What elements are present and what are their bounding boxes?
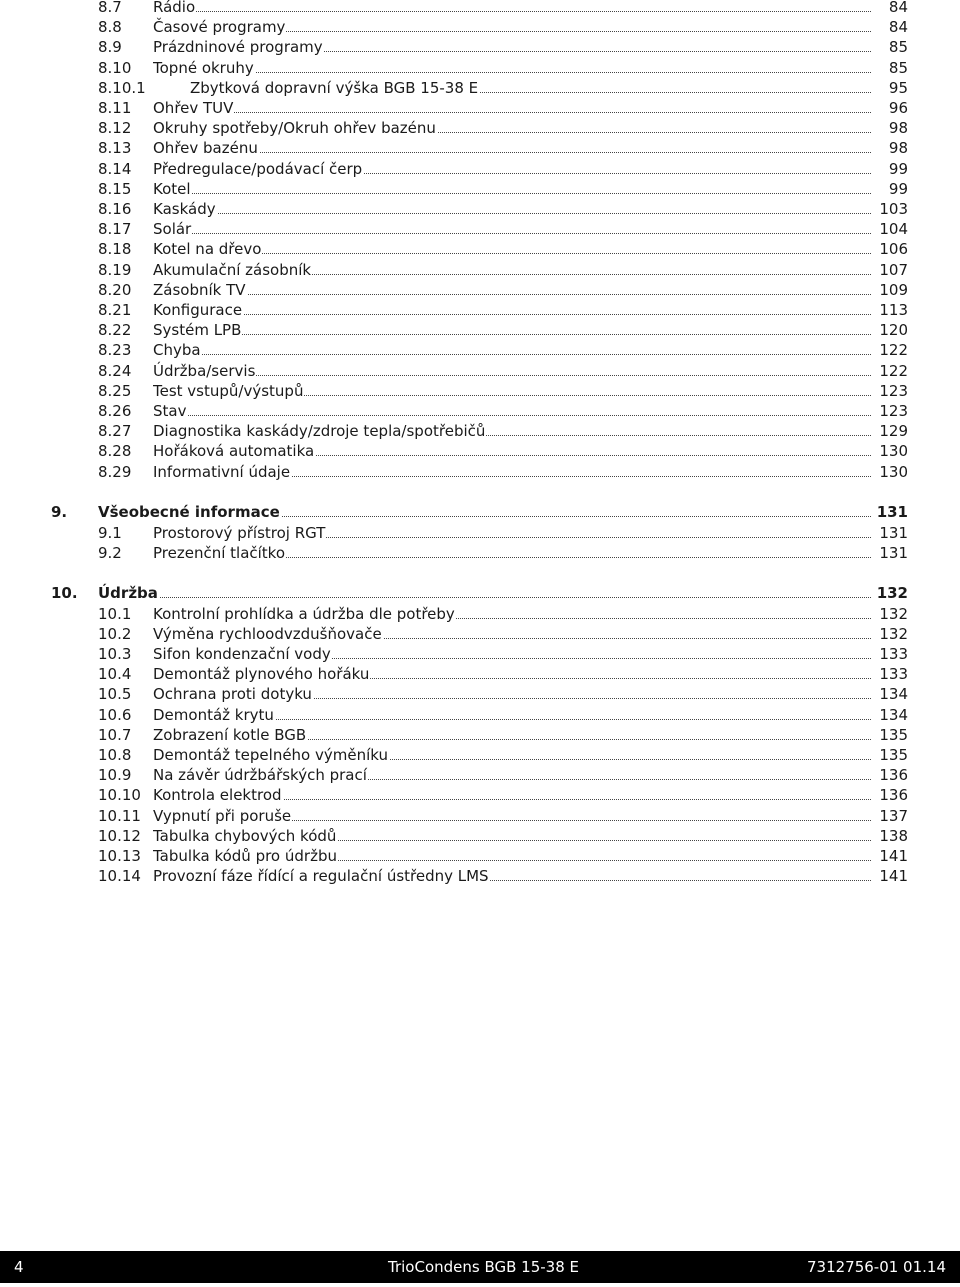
toc-entry-title-text: Topné okruhy (153, 58, 254, 77)
toc-entry-page: 131 (879, 523, 908, 542)
toc-entry-number: 10.14 (98, 867, 141, 886)
toc-row (0, 159, 960, 179)
toc-entry-number: 10.4 (98, 665, 132, 684)
toc-entry-title (153, 725, 871, 745)
toc-row (0, 219, 960, 239)
toc-entry-page: 135 (879, 725, 908, 744)
toc-row (0, 441, 960, 461)
toc-entry-title-text: Zobrazení kotle BGB (153, 725, 307, 744)
toc-entry-number: 8.7 (98, 0, 122, 16)
toc-entry-number: 10.9 (98, 766, 132, 785)
toc-row (0, 300, 960, 320)
toc-entry-number: 8.22 (98, 321, 132, 340)
toc-entry-page: 95 (888, 78, 908, 97)
toc-entry-title (153, 745, 871, 765)
toc-entry-page: 96 (888, 99, 908, 117)
toc-entry-title (153, 684, 871, 704)
toc-entry-title-text: Vypnutí při poruše (153, 806, 292, 825)
toc-row (0, 179, 960, 199)
toc-row (0, 401, 960, 421)
toc-entry-page: 109 (879, 280, 908, 299)
toc-entry-title-text: Rádio (153, 0, 196, 16)
toc-entry-title-text: Hořáková automatika (153, 442, 315, 461)
toc-entry-page: 107 (879, 260, 908, 279)
toc-entry-title-text: Časové programy (153, 18, 286, 37)
toc-entry-title-text: Test vstupů/výstupů (153, 381, 304, 400)
toc-entry-title-text: Zbytková dopravní výška BGB 15-38 E (190, 78, 479, 97)
toc-entry-title (153, 441, 871, 461)
toc-entry-page: 85 (888, 38, 908, 57)
toc-entry-title (153, 58, 871, 78)
toc-entry-title (153, 199, 871, 219)
toc-entry-number: 9. (51, 503, 68, 522)
toc-row (0, 138, 960, 158)
toc-entry-number: 8.11 (98, 99, 132, 117)
toc-entry-title-text: Solár (153, 220, 192, 239)
toc-row (0, 98, 960, 118)
toc-entry-number: 10.2 (98, 624, 132, 643)
toc-entry-title (153, 523, 871, 543)
toc-entry-page: 99 (888, 159, 908, 178)
toc-entry-title-text: Akumulační zásobník (153, 260, 312, 279)
toc-entry-title-text: Kontrola elektrod (153, 786, 282, 805)
toc-entry-number: 8.13 (98, 139, 132, 158)
toc-entry-title (153, 37, 871, 57)
toc-row (0, 543, 960, 563)
toc-row (0, 725, 960, 745)
toc-entry-page: 138 (879, 826, 908, 845)
toc-entry-title-text: Okruhy spotřeby/Okruh ohřev bazénu (153, 119, 436, 138)
toc-entry-page: 106 (879, 240, 908, 259)
toc-entry-title-text: Údržba/servis (153, 361, 256, 380)
toc-entry-number: 10. (51, 584, 78, 603)
toc-row (0, 765, 960, 785)
toc-row (0, 684, 960, 704)
toc-entry-number: 8.9 (98, 38, 122, 57)
toc-entry-page: 133 (879, 665, 908, 684)
toc-row (0, 523, 960, 543)
toc-entry-title-text: Demontáž krytu (153, 705, 274, 724)
toc-entry-number: 10.1 (98, 604, 132, 623)
toc-entry-title (153, 765, 871, 785)
footer-product-title: TrioCondens BGB 15-38 E (388, 1258, 580, 1276)
toc-entry-title-text: Konfigurace (153, 301, 243, 319)
toc-row (0, 58, 960, 78)
toc-entry-page: 131 (879, 543, 908, 562)
footer-document-code: 7312756-01 01.14 (806, 1258, 946, 1276)
toc-entry-page: 104 (879, 220, 908, 239)
toc-row (0, 624, 960, 644)
toc-entry-title (153, 300, 871, 320)
toc-row (0, 0, 960, 17)
toc-entry-title (153, 826, 871, 846)
toc-entry-title-text: Kotel na dřevo (153, 240, 262, 259)
toc-entry-title-text: Chyba (153, 341, 201, 360)
toc-entry-number: 8.23 (98, 341, 132, 360)
toc-row (0, 826, 960, 846)
toc-entry-title (153, 604, 871, 624)
toc-entry-title-text: Sifon kondenzační vody (153, 645, 331, 663)
toc-entry-number: 8.10.1 (98, 78, 146, 97)
toc-entry-page: 135 (879, 746, 908, 764)
toc-entry-title-text: Ochrana proti dotyku (153, 685, 312, 704)
toc-entry-page: 132 (879, 604, 908, 623)
toc-entry-title (153, 705, 871, 725)
toc-entry-page: 133 (879, 645, 908, 663)
toc-entry-title-text: Prázdninové programy (153, 38, 323, 57)
toc-entry-title-text: Na závěr údržbářských prací (153, 766, 367, 785)
toc-entry-title (153, 320, 871, 340)
toc-entry-page: 98 (888, 119, 908, 138)
footer-page-number: 4 (14, 1258, 24, 1276)
toc-entry-page: 136 (879, 766, 908, 785)
toc-entry-title (153, 179, 871, 199)
toc-entry-title (153, 138, 871, 158)
toc-entry-title-text: Kontrolní prohlídka a údržba dle potřeby (153, 604, 455, 623)
toc-entry-number: 10.5 (98, 685, 132, 704)
toc-row (0, 361, 960, 381)
toc-entry-title (153, 624, 871, 644)
toc-entry-title-text: Prezenční tlačítko (153, 543, 286, 562)
toc-row (0, 604, 960, 624)
toc-entry-page: 84 (888, 0, 908, 16)
toc-entry-page: 98 (888, 139, 908, 158)
toc-entry-title (153, 340, 871, 360)
toc-entry-title (153, 866, 871, 886)
toc-entry-number: 8.28 (98, 442, 132, 461)
toc-entry-title-text: Kaskády (153, 200, 216, 218)
toc-entry-number: 10.3 (98, 645, 132, 663)
toc-entry-title (153, 219, 871, 239)
toc-entry-number: 8.16 (98, 200, 132, 218)
toc-row (0, 381, 960, 401)
toc-entry-number: 8.18 (98, 240, 132, 259)
toc-row (0, 806, 960, 826)
toc-entry-number: 8.14 (98, 159, 132, 178)
toc-entry-number: 10.10 (98, 786, 141, 805)
toc-entry-title-text: Kotel (153, 179, 191, 198)
toc-entry-number: 9.2 (98, 543, 122, 562)
toc-row (0, 745, 960, 765)
toc-entry-title-text: Stav (153, 402, 187, 420)
toc-row (0, 866, 960, 886)
page-footer (0, 1251, 960, 1283)
toc-entry-title (153, 543, 871, 563)
toc-entry-title (153, 0, 871, 17)
toc-entry-number: 10.12 (98, 826, 141, 845)
toc-entry-title-text: Zásobník TV (153, 280, 246, 299)
toc-row (0, 239, 960, 259)
toc-entry-title (98, 502, 871, 522)
toc-chapter-row (0, 502, 960, 522)
toc-entry-title (153, 664, 871, 684)
toc-entry-number: 8.12 (98, 119, 132, 138)
toc-entry-title (153, 401, 871, 421)
toc-entry-page: 99 (888, 179, 908, 198)
toc-entry-page: 131 (876, 503, 908, 522)
toc-entry-title (153, 421, 871, 441)
toc-entry-title (153, 785, 871, 805)
toc-entry-number: 8.21 (98, 301, 132, 319)
toc-row (0, 78, 960, 98)
toc-row (0, 37, 960, 57)
toc-entry-title (153, 260, 871, 280)
toc-entry-title (153, 462, 871, 482)
toc-entry-page: 122 (879, 341, 908, 360)
toc-entry-title (153, 280, 871, 300)
toc-entry-page: 141 (879, 867, 908, 886)
toc-row (0, 320, 960, 340)
toc-entry-number: 10.11 (98, 806, 141, 825)
toc-entry-number: 10.7 (98, 725, 132, 744)
toc-entry-page: 113 (879, 301, 908, 319)
toc-entry-number: 8.29 (98, 462, 132, 481)
toc-row (0, 664, 960, 684)
toc-entry-title-text: Tabulka kódů pro údržbu (153, 847, 337, 865)
toc-entry-title (153, 381, 871, 401)
toc-entry-number: 8.8 (98, 18, 122, 37)
toc-row (0, 280, 960, 300)
toc-chapter-row (0, 583, 960, 603)
toc-row (0, 118, 960, 138)
toc-entry-page: 103 (879, 200, 908, 218)
toc-entry-title (153, 239, 871, 259)
toc-entry-page: 122 (879, 361, 908, 380)
toc-entry-number: 10.6 (98, 705, 132, 724)
toc-entry-page: 130 (879, 462, 908, 481)
toc-row (0, 644, 960, 664)
toc-entry-number: 8.19 (98, 260, 132, 279)
toc-entry-page: 123 (879, 381, 908, 400)
toc-entry-title-text: Výměna rychloodvzdušňovače (153, 624, 382, 643)
toc-entry-title (153, 159, 871, 179)
toc-entry-title (153, 806, 871, 826)
toc-entry-title-text: Systém LPB (153, 321, 242, 340)
toc-entry-page: 84 (888, 18, 908, 37)
toc-entry-number: 8.24 (98, 361, 132, 380)
toc-entry-number: 10.13 (98, 847, 141, 865)
toc-entry-title (153, 846, 871, 866)
toc-entry-title (190, 78, 871, 98)
toc-entry-page: 134 (879, 705, 908, 724)
toc-entry-page: 130 (879, 442, 908, 461)
toc-row (0, 199, 960, 219)
toc-row (0, 421, 960, 441)
toc-entry-page: 85 (888, 58, 908, 77)
toc-entry-title-text: Údržba (98, 584, 158, 603)
toc-entry-title-text: Demontáž tepelného výměníku (153, 746, 389, 764)
toc-entry-title-text: Prostorový přístroj RGT (153, 523, 326, 542)
toc-entry-title-text: Tabulka chybových kódů (153, 826, 337, 845)
toc-entry-page: 120 (879, 321, 908, 340)
toc-row (0, 785, 960, 805)
toc-row (0, 705, 960, 725)
toc-entry-number: 8.15 (98, 179, 132, 198)
toc-entry-title-text: Ohřev bazénu (153, 139, 258, 158)
toc-entry-page: 141 (879, 847, 908, 865)
toc-entry-title-text: Provozní fáze řídící a regulační ústředny LMS (153, 867, 489, 886)
toc-entry-title (153, 17, 871, 37)
toc-entry-title (98, 583, 871, 603)
toc-entry-title-text: Demontáž plynového hořáku (153, 665, 370, 684)
toc-entry-number: 8.10 (98, 58, 132, 77)
toc-entry-number: 10.8 (98, 746, 132, 764)
toc-entry-page: 137 (879, 806, 908, 825)
toc-entry-title-text: Informativní údaje (153, 462, 291, 481)
toc-entry-page: 134 (879, 685, 908, 704)
toc-entry-title (153, 644, 871, 664)
toc-entry-title-text: Diagnostika kaskády/zdroje tepla/spotřebičů (153, 422, 486, 441)
toc-entry-title-text: Ohřev TUV (153, 99, 234, 117)
toc-row (0, 260, 960, 280)
toc-entry-title-text: Všeobecné informace (98, 503, 280, 522)
toc-row (0, 340, 960, 360)
toc-entry-title (153, 118, 871, 138)
toc-entry-title (153, 361, 871, 381)
toc-entry-number: 8.17 (98, 220, 132, 239)
toc-entry-page: 132 (876, 584, 908, 603)
toc-entry-page: 136 (879, 786, 908, 805)
toc-entry-page: 123 (879, 402, 908, 420)
toc-entry-page: 132 (879, 624, 908, 643)
toc-entry-number: 8.26 (98, 402, 132, 420)
toc-entry-number: 9.1 (98, 523, 122, 542)
toc-entry-title (153, 98, 871, 118)
toc-row (0, 846, 960, 866)
toc-entry-number: 8.25 (98, 381, 132, 400)
toc-entry-number: 8.27 (98, 422, 132, 441)
toc-entry-title-text: Předregulace/podávací čerp (153, 159, 363, 178)
toc-entry-number: 8.20 (98, 280, 132, 299)
toc-row (0, 17, 960, 37)
toc-entry-page: 129 (879, 422, 908, 441)
toc-row (0, 462, 960, 482)
